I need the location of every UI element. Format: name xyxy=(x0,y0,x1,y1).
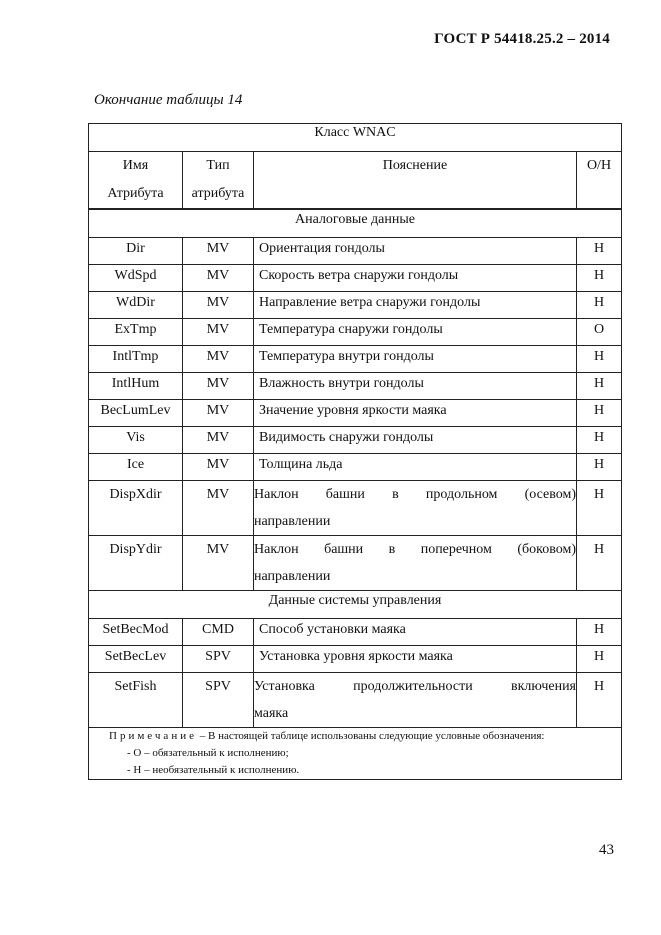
document-standard-header: ГОСТ Р 54418.25.2 – 2014 xyxy=(434,31,610,47)
table-row xyxy=(89,373,622,400)
table-row xyxy=(89,346,622,373)
column-header-row xyxy=(89,152,622,210)
table-row xyxy=(89,619,622,646)
attr-name: IntlHum xyxy=(89,373,183,400)
table-caption: Окончание таблицы 14 xyxy=(94,92,243,108)
table-note xyxy=(89,728,622,780)
attr-description: Установка продолжительности включения маяка xyxy=(254,673,577,728)
attr-type: MV xyxy=(183,265,254,292)
column-header-type: Тип атрибута xyxy=(183,152,254,210)
column-header-obligation: О/Н xyxy=(577,152,622,210)
table-row xyxy=(89,238,622,265)
attr-obligation: Н xyxy=(577,481,622,536)
attr-name: ExTmp xyxy=(89,319,183,346)
attr-type: MV xyxy=(183,427,254,454)
note-text: – В настоящей таблице использованы следующие условные обозначения: xyxy=(199,730,545,742)
table-row xyxy=(89,481,622,536)
attr-name: DispXdir xyxy=(89,481,183,536)
attr-name: DispYdir xyxy=(89,536,183,591)
attr-description: Ориентация гондолы xyxy=(254,238,577,265)
attr-description: Значение уровня яркости маяка xyxy=(254,400,577,427)
attr-description: Температура снаружи гондолы xyxy=(254,319,577,346)
attr-description: Влажность внутри гондолы xyxy=(254,373,577,400)
column-header-name: Имя Атрибута xyxy=(89,152,183,210)
attr-type: MV xyxy=(183,481,254,536)
attr-obligation: Н xyxy=(577,454,622,481)
attr-description: Наклон башни в продольном (осевом) направлении xyxy=(254,481,577,536)
attr-name: Dir xyxy=(89,238,183,265)
attr-name: SetFish xyxy=(89,673,183,728)
attr-name: Vis xyxy=(89,427,183,454)
table-row xyxy=(89,292,622,319)
page-number: 43 xyxy=(599,842,614,858)
attr-description: Способ установки маяка xyxy=(254,619,577,646)
section-analog-data: Аналоговые данные xyxy=(89,209,622,238)
attr-obligation: Н xyxy=(577,427,622,454)
attr-obligation: Н xyxy=(577,265,622,292)
note-intro xyxy=(89,728,621,745)
attr-type: MV xyxy=(183,373,254,400)
attr-description: Скорость ветра снаружи гондолы xyxy=(254,265,577,292)
attr-type: MV xyxy=(183,454,254,481)
wnac-attribute-table xyxy=(88,123,622,780)
attr-description: Толщина льда xyxy=(254,454,577,481)
attr-name: WdSpd xyxy=(89,265,183,292)
attr-obligation: Н xyxy=(577,400,622,427)
attr-description: Температура внутри гондолы xyxy=(254,346,577,373)
note-item: - О – обязательный к исполнению; xyxy=(127,747,289,759)
attr-type: MV xyxy=(183,346,254,373)
section-control-data: Данные системы управления xyxy=(89,591,622,619)
attr-description: Направление ветра снаружи гондолы xyxy=(254,292,577,319)
attr-type: SPV xyxy=(183,673,254,728)
attr-type: MV xyxy=(183,536,254,591)
attr-obligation: Н xyxy=(577,619,622,646)
attr-type: MV xyxy=(183,400,254,427)
attr-type: MV xyxy=(183,238,254,265)
attr-obligation: Н xyxy=(577,238,622,265)
attr-name: IntlTmp xyxy=(89,346,183,373)
table-row xyxy=(89,265,622,292)
attr-name: Ice xyxy=(89,454,183,481)
attr-obligation: Н xyxy=(577,292,622,319)
attr-name: WdDir xyxy=(89,292,183,319)
table-row xyxy=(89,646,622,673)
attr-description: Установка уровня яркости маяка xyxy=(254,646,577,673)
table-row xyxy=(89,427,622,454)
attr-name: BecLumLev xyxy=(89,400,183,427)
table-row xyxy=(89,673,622,728)
note-label: Примечание xyxy=(109,730,197,742)
note-item: - Н – необязательный к исполнению. xyxy=(127,764,300,776)
table-title: Класс WNAC xyxy=(89,124,622,152)
column-header-description: Пояснение xyxy=(254,152,577,210)
attr-type: MV xyxy=(183,319,254,346)
attr-type: SPV xyxy=(183,646,254,673)
table-row xyxy=(89,454,622,481)
attr-type: MV xyxy=(183,292,254,319)
table-row xyxy=(89,536,622,591)
attr-obligation: Н xyxy=(577,346,622,373)
attr-name: SetBecMod xyxy=(89,619,183,646)
attr-name: SetBecLev xyxy=(89,646,183,673)
table-row xyxy=(89,400,622,427)
attr-obligation: Н xyxy=(577,673,622,728)
table-row xyxy=(89,319,622,346)
attr-obligation: Н xyxy=(577,373,622,400)
attr-type: CMD xyxy=(183,619,254,646)
attr-description: Наклон башни в поперечном (боковом) направлении xyxy=(254,536,577,591)
attr-obligation: Н xyxy=(577,536,622,591)
attr-obligation: О xyxy=(577,319,622,346)
attr-description: Видимость снаружи гондолы xyxy=(254,427,577,454)
attr-obligation: Н xyxy=(577,646,622,673)
